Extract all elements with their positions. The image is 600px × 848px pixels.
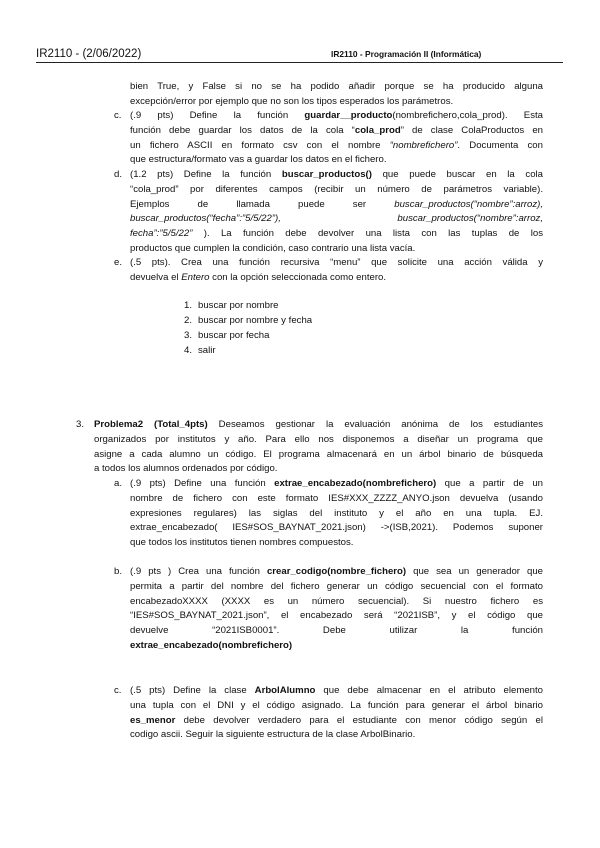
problem2-c-text: (.5 pts) Define la clase ArbolAlumno que debe almacenar en el atributo elemento una tupla con el DNI y el código asignado. La función para generar el árbol binario es_menor debe devolver verdadero para el estudiante con menor código según el codigo ascii. Seguir la siguiente estructura de la clase ArbolBinario. <box>130 685 543 741</box>
header-course: IR2110 - Programación II (Informática) <box>331 49 482 59</box>
item-e-text: (.5 pts). Crea una función recursiva “menu” que solicite una acción válida y devuelva el Entero con la opción seleccionada como entero. <box>130 257 543 283</box>
header-divider <box>36 62 563 63</box>
problem2-number: 3. <box>76 419 85 430</box>
item-b-continuation: bien True, y False si no se ha podido añadir porque se ha producido alguna excepción/error por ejemplo que no son los tipos esperados los parámetros. <box>130 81 543 107</box>
problem2-intro: Problema2 (Total_4pts) Deseamos gestionar la evaluación anónima de los estudiantes organizados por institutos y año. Para ello nos disponemos a diseñar un programa que asigne a cada alumno un código. El programa almacenará en un árbol binario de búsqueda a todos los alumnos ordenados por código. <box>94 419 543 475</box>
header-date: IR2110 - (2/06/2022) <box>36 48 142 60</box>
item-d-label: d. <box>114 169 123 180</box>
item-c-label: c. <box>114 110 122 121</box>
problem2-a-label: a. <box>114 478 123 489</box>
problem2-c-label: c. <box>114 685 122 696</box>
item-e-label: e. <box>114 257 123 268</box>
problem2-b-label: b. <box>114 566 123 577</box>
problem2-b-text: (.9 pts ) Crea una función crear_codigo(nombre_fichero) que sea un generador que permita a partir del nombre del fichero generar un código secuencial con el formato encabezadoXXXX (XXXX es un número secuencial). Si nuestro fichero es “IES#SOS_BAYNAT_2021.json”, el encabezado será “2021ISB”, y el código que devuelve “2021ISB0001”. Debe utilizar la función extrae_encabezado(nombrefichero) <box>130 566 544 651</box>
problem2-a-text: (.9 pts) Define una función extrae_encabezado(nombrefichero) que a partir de un nombre de fichero con este formato IES#XXX_ZZZZ_ANYO.json devuelva (usando expresiones regulares) las siglas del instituto y el año en una tupla. EJ. extrae_encabezado( IES#SOS_BAYNAT_2021.json) ->(ISB,2021). Podemos suponer que todos los institutos tienen nombres compuestos. <box>130 478 543 549</box>
item-c-text: (.9 pts) Define la función guardar__producto(nombrefichero,cola_prod). Esta función debe guardar los datos de la cola “cola_prod” de clase ColaProductos en un fichero ASCII en formato csv con el nombre “nombrefichero”. Documenta con que estructura/formato vas a guardar los datos en el fichero. <box>130 110 543 166</box>
item-d-text: (1.2 pts) Define la función buscar_productos() que puede buscar en la cola “cola_prod” por diferentes campos (recibir un número de parámetros variable). Ejemplos de llamada puede ser buscar_productos(“nombre”:arroz), buscar_productos(“fecha”:”5/5/22”), buscar_productos(“nombre”:arroz, fecha”:”5/5/22” ). La función debe devolver una lista con las tuplas de los productos que cumplen la condición, caso contrario una lista vacía. <box>130 169 543 254</box>
